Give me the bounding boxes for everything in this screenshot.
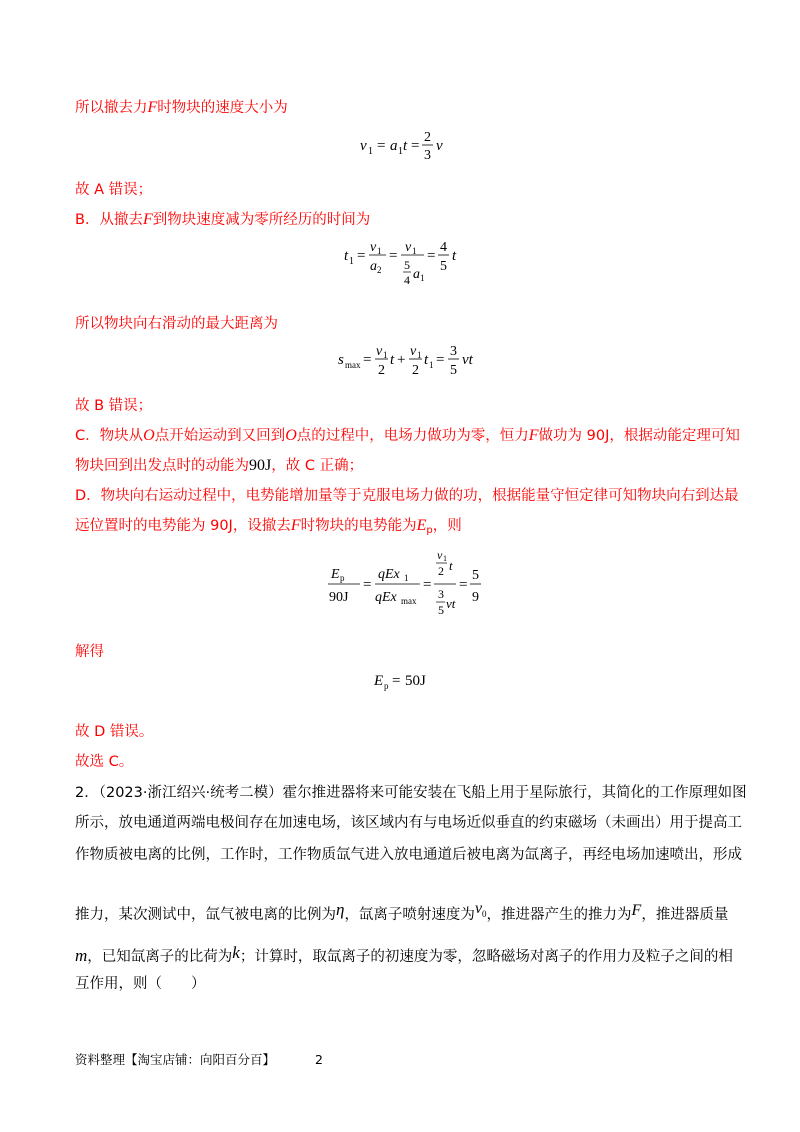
svg-text:5: 5 [472,568,479,583]
text: 推力，某次测试中，氙气被电离的比例为 [75,907,336,923]
svg-text:=: = [363,352,372,368]
svg-text:5: 5 [404,258,410,272]
text: ，推进器产生的推力为 [486,907,632,923]
variable-v0: v [474,900,483,917]
text: 解得 [75,644,104,660]
text: 故 D 错误。 [75,724,154,740]
text: 所以撤去力 [75,100,148,116]
svg-text:t: t [452,248,457,264]
svg-text:v: v [437,548,443,562]
solution-line-5 [75,396,152,416]
variable-m: m [75,946,88,965]
svg-text:v: v [405,240,412,255]
svg-text:=: = [357,248,366,264]
solution-line-1 [75,98,288,118]
equation-ep-result [374,666,434,696]
text: 2．（2023·浙江绍兴·统考二模）霍尔推进器将来可能安装在飞船上用于星际旅行，其简化的工作原理如图 [75,785,747,801]
svg-text:3: 3 [424,148,431,163]
svg-text:E: E [331,567,340,582]
equation-v1 [360,128,450,168]
svg-text:1: 1 [417,350,422,360]
svg-text:qEx: qEx [378,567,400,582]
svg-text:qEx: qEx [375,590,397,605]
subscript-0: 0 [482,909,487,919]
text: 时物块的电势能为 [300,518,417,534]
svg-text:v: v [370,240,377,255]
svg-text:1: 1 [429,360,434,370]
svg-text:2: 2 [438,564,444,578]
solution-line-8 [75,486,739,506]
svg-text:50J: 50J [405,673,426,689]
svg-text:a: a [370,259,377,274]
solution-line-4 [75,314,278,334]
svg-text:1: 1 [368,146,373,157]
question-line-2 [75,813,742,833]
variable-O: O [285,427,297,444]
svg-text:=: = [377,138,386,154]
svg-text:2: 2 [377,265,382,275]
question-line-6 [75,974,206,994]
question-line-4 [75,899,728,925]
svg-text:9: 9 [472,590,479,605]
variable-F: F [290,517,301,534]
svg-text:1: 1 [377,246,382,256]
svg-text:v: v [376,344,383,359]
text: 所示，放电通道两端电极间存在加速电场，该区域内有与电场近似垂直的约束磁场（未画出）用于提高工 [75,815,742,831]
svg-text:p: p [384,681,389,691]
svg-text:1: 1 [349,256,354,267]
solution-line-6 [75,426,740,446]
text: ，已知氙离子的比荷为 [87,949,233,965]
svg-text:a: a [390,138,398,154]
svg-text:v: v [360,138,367,154]
svg-text:1: 1 [398,146,403,157]
text: 故选 C。 [75,754,134,770]
svg-text:t: t [390,352,395,368]
variable-F: F [528,427,539,444]
svg-text:E: E [374,673,384,689]
svg-text:5: 5 [438,603,444,617]
svg-text:=: = [423,577,432,593]
svg-text:v: v [436,138,443,154]
variable-k: k [232,943,240,962]
svg-text:=: = [436,352,445,368]
solution-line-11 [75,722,153,742]
variable-E: E [416,517,427,534]
text: B．从撤去 [75,212,143,228]
text: D．物块向右运动过程中，电势能增加量等于克服电场力做的功，根据能量守恒定律可知物块向右到达最 [75,488,739,504]
svg-text:1: 1 [383,350,388,360]
question-line-1 [75,783,747,803]
solution-line-3 [75,210,370,230]
svg-text:s: s [338,352,344,368]
text: 点开始运动到又回到 [154,428,286,444]
equation-t1 [344,236,464,292]
text: 故 B 错误； [75,398,153,414]
text: 互作用，则（ ） [75,976,206,992]
svg-text:2: 2 [424,130,431,145]
text: 所以物块向右滑动的最大距离为 [75,316,278,332]
svg-text:4: 4 [404,273,410,287]
text: 故 A 错误； [75,182,153,198]
svg-text:t: t [424,352,429,368]
text: ，故 C 正确； [271,458,364,474]
equation-ep-ratio [328,548,478,620]
svg-text:90J: 90J [329,590,349,605]
text: ；计算时，取氙离子的初速度为零，忽略磁场对离子的作用力及粒子之间的相 [239,949,733,965]
text: 做功为 90J，根据动能定理可知 [538,428,740,444]
svg-text:t: t [344,248,349,264]
svg-text:=: = [411,138,420,154]
text: ，氙离子喷射速度为 [344,907,475,923]
svg-text:v: v [410,344,417,359]
svg-text:vt: vt [446,596,456,611]
value-90J: 90J [249,457,272,474]
svg-text:1: 1 [404,573,409,583]
svg-text:2: 2 [412,363,419,378]
variable-O: O [143,427,155,444]
solution-line-10 [75,642,104,662]
svg-text:=: = [363,577,372,593]
svg-text:+: + [397,352,406,368]
svg-text:5: 5 [450,363,457,378]
svg-text:3: 3 [438,587,444,601]
svg-text:t: t [403,138,408,154]
svg-text:1: 1 [412,246,417,256]
variable-F: F [631,902,642,919]
solution-line-7 [75,456,363,476]
variable-F: F [142,211,153,228]
svg-text:2: 2 [378,363,385,378]
question-line-5 [75,943,733,967]
text: ，则 [432,518,462,534]
text: ，推进器质量 [641,907,729,923]
svg-text:t: t [449,558,453,573]
subscript-p: p [426,525,433,536]
svg-text:1: 1 [443,554,447,563]
svg-text:a: a [413,267,420,282]
text: 时物块的速度大小为 [157,100,288,116]
solution-line-2 [75,180,152,200]
svg-text:4: 4 [440,240,447,255]
equation-smax [338,342,478,382]
svg-text:1: 1 [420,273,425,283]
page-number: 2 [315,1052,323,1067]
page-footer [75,1050,323,1068]
text: C．物块从 [75,428,144,444]
svg-text:max: max [345,360,361,370]
svg-text:=: = [389,248,398,264]
svg-text:vt: vt [462,352,473,368]
footer-source: 资料整理【淘宝店铺：向阳百分百】 [75,1052,276,1067]
svg-text:max: max [401,596,417,606]
svg-text:3: 3 [450,344,457,359]
text: 到物块速度减为零所经历的时间为 [152,212,371,228]
svg-text:5: 5 [440,259,447,274]
text: 物块回到出发点时的动能为 [75,458,249,474]
solution-line-9 [75,516,462,541]
variable-F: F [147,99,158,116]
svg-text:=: = [392,673,401,689]
svg-text:=: = [427,248,436,264]
variable-eta: η [336,900,345,919]
svg-text:p: p [340,573,345,583]
svg-text:=: = [459,577,468,593]
text: 远位置时的电势能为 90J，设撤去 [75,518,291,534]
text: 点的过程中，电场力做功为零，恒力 [296,428,529,444]
question-line-3 [75,845,742,865]
solution-line-12 [75,752,133,772]
text: 作物质被电离的比例，工作时，工作物质氙气进入放电通道后被电离为氙离子，再经电场加速喷出，形成 [75,847,742,863]
